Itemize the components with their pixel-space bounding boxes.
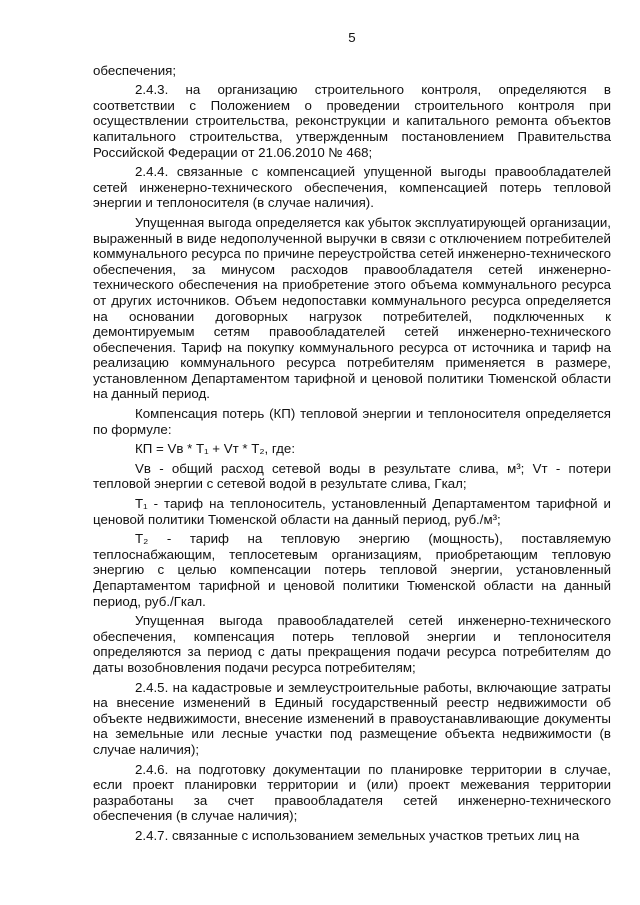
paragraph-loss-compensation: Компенсация потерь (КП) тепловой энергии и теплоносителя определяется по формуле:	[93, 406, 611, 437]
paragraph-2-4-6: 2.4.6. на подготовку документации по планировке территории в случае, если проект планировки территории и (или) проект межевания территории разработаны за счет правообладателя сетей инженерно-технического обеспечения (в случае наличия);	[93, 761, 611, 824]
paragraph-lost-profit-period: Упущенная выгода правообладателей сетей инженерно-технического обеспечения, компенсация потерь тепловой энергии и теплоносителя определяются за период с даты прекращения подачи ресурса потребителям до даты возобновления подачи ресурса потребителям;	[93, 613, 611, 675]
paragraph-2-4-7: 2.4.7. связанные с использованием земельных участков третьих лиц на	[135, 827, 580, 843]
paragraph-lost-profit: Упущенная выгода определяется как убыток эксплуатирующей организации, выраженный в виде недополученной выручки в связи с отключением потребителей коммунального ресурса по причине переустройства сетей инженерно-технического обеспечения, за минусом расходов правообладателя сетей инженерно-технического обеспечения на приобретение этого объема коммунального ресурса от других источников. Объем недопоставки коммунального ресурса определяется на основании договорных нагрузок потребителей, подключенных к демонтируемым сетям правообладателей сетей инженерно-технического обеспечения. Тариф на покупку коммунального ресурса от источника и тариф на реализацию коммунального ресурса потребителям применяется в размере, установленном Департаментом тарифной и ценовой политики Тюменской области на данный период.	[93, 214, 611, 402]
paragraph-2-4-5: 2.4.5. на кадастровые и землеустроительные работы, включающие затраты на внесение изменений в Единый государственный реестр недвижимости об объекте недвижимости, внесение изменений в правоустанавливающие документы на земельные или лесные участки под размещение объекта недвижимости (в случае наличия);	[93, 679, 611, 757]
definition-t1: Т₁ - тариф на теплоноситель, установленный Департаментом тарифной и ценовой политики Тюменской области на данный период, руб./м³;	[93, 496, 611, 527]
paragraph-continuation: обеспечения;	[93, 62, 177, 78]
page-number: 5	[348, 30, 356, 45]
paragraph-2-4-3: 2.4.3. на организацию строительного контроля, определяются в соответствии с Положением о проведении строительного контроля при осуществлении строительства, реконструкции и капитального ремонта объектов капитального строительства, утвержденным постановлением Правительства Российской Федерации от 21.06.2010 № 468;	[93, 82, 611, 160]
definition-vv-vt: Vв - общий расход сетевой воды в результате слива, м³; Vт - потери тепловой энергии с сетевой водой в результате слива, Гкал;	[93, 460, 611, 492]
paragraph-2-4-4: 2.4.4. связанные с компенсацией упущенной выгоды правообладателей сетей инженерно-технического обеспечения, компенсацией потерь тепловой энергии и теплоносителя (в случае наличия).	[93, 164, 611, 211]
definition-t2: Т₂ - тариф на тепловую энергию (мощность), поставляемую теплоснабжающим, теплосетевым организациям, приобретающим тепловую энергию с целью компенсации потерь тепловой энергии, установленный Департаментом тарифной и ценовой политики Тюменской области на данный период, руб./Гкал.	[93, 531, 611, 609]
document-page	[93, 30, 611, 848]
formula: КП = Vв * Т₁ + Vт * Т₂, где:	[135, 441, 296, 457]
